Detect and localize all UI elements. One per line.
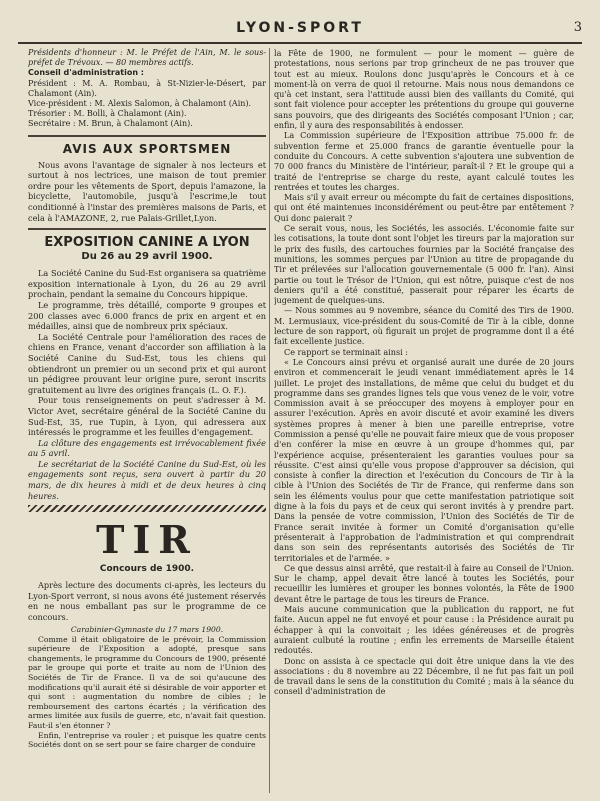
article-paragraph: Ce serait vous, nous, les Sociétés, les associés. L'économie faite sur les cotisations, la toute dont sont l'objet les tireurs par la majoration sur le prix des fusils, des cartouches fournies par la Société française des munitions, les sommes perçues par l'Union au titre de propagande du Tir et prélevées sur l'allocation gouvernementale (5 000 fr. l'an). Ainsi partie ou tout le Trésor de l'Union, qui est nôtre, puisque c'est de nos deniers qu'il a été constitué, passerait pour réparer les écarts de jugement de quelques-uns. (274, 223, 574, 306)
council-heading: Conseil d'administration : (28, 68, 145, 78)
avis-text: Nous avons l'avantage de signaler à nos lecteurs et surtout à nos lectrices, une maison de tout premier ordre pour les vêtements de Sport, depuis l'amazone, la bicyclette, l'automobile, jusqu'à l'escrime,le tout conditionné à l'instar des premières maisons de Paris, et cela à l'AMAZONE, 2, rue Palais-Grillet,Lyon. (28, 159, 266, 223)
tir-heading: TIR (96, 517, 198, 563)
article-paragraph: Mais s'il y avait erreur ou mécompte du fait de certaines dispositions, qui ont été maintenues inconsidérément ou peut-être par entêtement ? Qui donc paierait ? (274, 192, 574, 223)
masthead (18, 20, 582, 44)
article-paragraph: Donc on assista à ce spectacle qui doit être unique dans la vie des associations : du 8 novembre au 22 Décembre, il ne fut pas fait un poil de travail dans le sens de la constitution du Comité ; mais à la séance du conseil d'administration de (274, 655, 574, 697)
decorative-border (28, 505, 266, 512)
honorary-presidents: Présidents d'honneur : M. le Préfet de l'Ain, M. le sous-préfet de Trévoux. — 80 membres actifs. (28, 48, 266, 68)
section-rule (28, 135, 266, 137)
expo-heading: EXPOSITION CANINE A LYON (44, 235, 250, 251)
expo-dates: Du 26 au 29 avril 1900. (81, 251, 213, 263)
newspaper-title: LYON-SPORT (236, 20, 364, 36)
council-member: Trésorier : M. Bolli, à Chalamont (Ain). (28, 109, 187, 119)
page-number: 3 (573, 20, 582, 35)
report-quote: « Le Concours ainsi prévu et organisé aurait une durée de 20 jours environ et commencerait le jeudi venant immédiatement après le 14 juillet. Le projet des installations, de même que celui du budget et du programme dans ses grandes lignes tels que vous venez de le voir, votre Commission avait à se préoccuper des moyens à employer pour en assurer l'exécution. Après en avoir discuté et avoir examiné les divers systèmes propres à mener à bien une pareille entreprise, votre Commission a pensé qu'elle ne pouvait faire mieux que de vous proposer d'en conférer la mise en œuvre à un groupe d'hommes qui, par l'expérience acquise, présenteraient les garanties voulues pour sa réussite. C'est ainsi qu'elle vous propose d'approuver sa décision, qui consiste à confier la direction et l'exécution du Concours de Tir à la cible à l'Union des Sociétés de Tir de France, qui renferme dans son sein les éléments voulus pour que cette manifestation patriotique soit digne à la fois du pays et de ceux qui seront invités à y prendre part. Dans la pensée de votre commission, l'Union des Sociétés de Tir de France serait invitée à former un Comité d'organisation qu'elle présenterait à l'approbation de l'administration et qui comprendrait dans son sein des représentants autorisés des Sociétés de Tir territoriales et de l'armée. » (274, 356, 574, 563)
tir-paragraph: Comme il était obligatoire de le prévoir, la Commission supérieure de l'Exposition a adopté, presque sans changements, le programme du Concours de 1900, présenté par le groupe qui porte et traite au nom de l'Union des Sociétés de Tir de France. Il va de soi qu'aucune des modifications qu'il aurait été si désirable de voir apporter et qui sont : augmentation du nombre de cibles ; le remboursement des cartons écartés ; la vérification des armes limitée aux fusils de guerre, etc, n'avait fait question. Faut-il s'en étonner ? (28, 634, 266, 730)
left-column (28, 48, 266, 793)
council-member: Secrétaire : M. Brun, à Chalamont (Ain). (28, 119, 193, 129)
society-officers (28, 48, 266, 130)
expo-paragraph: Pour tous renseignements on peut s'adresser à M. Victor Avet, secrétaire général de la Société Canine du Sud-Est, 35, rue Tupin, à Lyon, qui adressera aux intéressés le programme et les feuilles d'engagement. (28, 395, 266, 438)
council-member: Vice-président : M. Alexis Salomon, à Chalamont (Ain). (28, 99, 252, 109)
article-paragraph: — Nous sommes au 9 novembre, séance du Comité des Tirs de 1900. M. Lermusiaux, vice-président du sous-Comité de Tir à la cible, donne lecture de son rapport, où figurait un projet de programme dont il a été fait excellente justice. (274, 305, 574, 347)
expo-paragraph: Le programme, très détaillé, comporte 9 groupes et 200 classes avec 6.000 francs de prix en argent et en médailles, ainsi que de nombreux prix spéciaux. (28, 299, 266, 332)
expo-paragraph: La Société Canine du Sud-Est organisera sa quatrième exposition internationale à Lyon, du 26 au 29 avril prochain, pendant la semaine du Concours hippique. (28, 268, 266, 300)
article-paragraph: Mais aucune communication que la publication du rapport, ne fut faite. Aucun appel ne fut envoyé et pour cause : la Présidence aurait pu échapper à qui la convoitait ; les idées généreuses et de progrès auraient culbuté la routine ; enfin les errements de Marseille étaient redoutés. (274, 604, 574, 656)
expo-closing-date: La clôture des engagements est irrévocablement fixée au 5 avril. (28, 437, 266, 459)
concours-heading: Concours de 1900. (99, 564, 195, 575)
article-paragraph: La Commission supérieure de l'Exposition attribue 75.000 fr. de subvention ferme et 25.000 francs de garantie éventuelle pour la conduite du Concours. A cette subvention s'ajoutera une subvention de 70 000 francs du Ministère de l'intérieur, paraît-il ? Et le groupe qui a traité de l'entreprise se charge du reste, ayant calculé toutes les rentrées et toutes les charges. (274, 130, 574, 192)
section-rule (28, 228, 266, 230)
avis-heading: AVIS AUX SPORTSMEN (62, 141, 232, 156)
expo-paragraph: La Société Centrale pour l'amélioration des races de chiens en France, venant d'accorder son affiliation à la Société Canine du Sud-Est, tous les chiens qui obtiendront un premier ou un second prix et qui auront un pédigree prouvant leur origine pure, seront inscrits gratuitement au livre des origines français (L. O. F.). (28, 331, 266, 395)
tir-paragraph: Enfin, l'entreprise va rouler ; et puisque les quatre cents Sociétés dont on se sert pour se faire charger de conduire (28, 730, 266, 750)
article-paragraph: Ce que dessus ainsi arrêté, que restait-il à faire au Conseil de l'Union. Sur le champ, appel devait être lancé à toutes les Sociétés, pour recueillir les lumières et grouper les bonnes volontés, la Fête de 1900 devant être le partage de tous les tireurs de France. (274, 562, 574, 604)
tir-intro: Après lecture des documents ci-après, les lecteurs du Lyon-Sport verront, si nous avons été justement réservés en ne nous emballant pas sur le programme de ce concours. (28, 580, 266, 623)
council-member: Président : M. A. Rombau, à St-Nizier-le-Désert, par Chalamont (Ain). (28, 78, 266, 98)
article-paragraph: la Fête de 1900, ne formulent — pour le moment — guère de protestations, nous serions par trop grincheux de ne pas trouver que tout est au mieux. Roulons donc jusqu'après le Concours et à ce moment-là on verra de quoi il retourne. Mais nous nous demandons ce qu'à cet instant, sera l'attitude aussi bien des vaillants du Comité, qui sont fait violence pour accepter les prétentions du groupe qui gouverne sans pouvoirs, que des dirigeants des Sociétés composant l'Union ; car, enfin, il y aura des responsabilités à endosser. (274, 48, 574, 131)
expo-secretariat: Le secrétariat de la Société Canine du Sud-Est, où les engagements sont reçus, sera ouvert à partir du 20 mars, de dix heures à midi et de deux heures à cinq heures. (28, 458, 266, 501)
column-divider (269, 48, 270, 793)
dateline: Carabinier-Gymnaste du 17 mars 1900. (70, 624, 224, 634)
tir-body (28, 635, 266, 750)
right-column (274, 48, 574, 793)
article-paragraph: Ce rapport se terminait ainsi : (284, 346, 408, 357)
